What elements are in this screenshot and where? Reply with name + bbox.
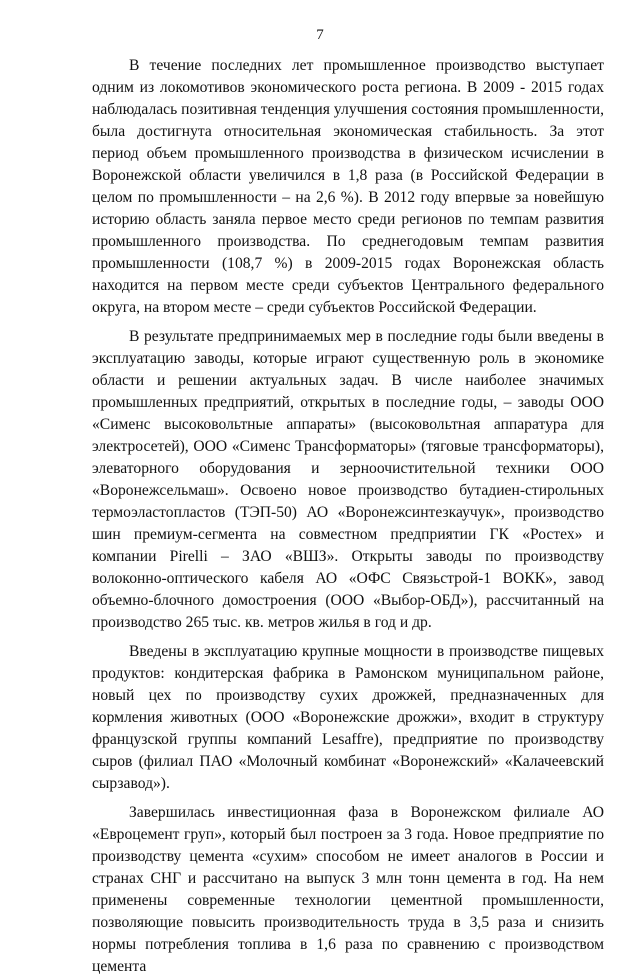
- paragraph-industry-growth: В течение последних лет промышленное производство выступает одним из локомотивов экономического роста региона. В 2009 - 2015 годах наблюдалась позитивная тенденция улучшения состояния промышленности, была достигнута относительная экономическая стабильность. За этот период объем промышленного производства в физическом исчислении в Воронежской области увеличился в 1,8 раза (в Российской Федерации в целом по промышленности – на 2,6 %). В 2012 году впервые за новейшую историю область заняла первое место среди регионов по темпам развития промышленного производства. По среднегодовым темпам развития промышленности (108,7 %) в 2009-2015 годах Воронежская область находится на первом месте среди субъектов Центрального федерального округа, на втором месте – среди субъектов Российской Федерации.: [92, 57, 604, 316]
- paragraph-new-plants: В результате предпринимаемых мер в последние годы были введены в эксплуатацию заводы, которые играют существенную роль в экономике области и решении актуальных задач. В числе наиболее значимых промышленных предприятий, открытых в последние годы, – заводы ООО «Сименс высоковольтные аппараты» (высоковольтная аппаратура для электросетей), ООО «Сименс Трансформаторы» (тяговые трансформаторы), элеваторного оборудования и зерноочистительной техники ООО «Воронежсельмаш». Освоено новое производство бутадиен-стирольных термоэластопластов (ТЭП-50) АО «Воронежсинтезкаучук», производство шин премиум-сегмента на совместном предприятии ГК «Ростех» и компании Pirelli – ЗАО «ВШЗ». Открыты заводы по производству волоконно-оптического кабеля АО «ОФС Связьстрой-1 ВОКК», завод объемно-блочного домостроения (ООО «Выбор-ОБД»), рассчитанный на производство 265 тыс. кв. метров жилья в год и др.: [92, 328, 604, 631]
- page-number: 7: [316, 27, 324, 43]
- paragraph-eurocement: Завершилась инвестиционная фаза в Воронежском филиале АО «Евроцемент груп», который был построен за 3 года. Новое предприятие по производству цемента «сухим» способом не имеет аналогов в России и странах СНГ и рассчитано на выпуск 3 млн тонн цемента в год. На нем применены современные технологии цементной промышленности, позволяющие повысить производительность труда в 3,5 раза и снизить нормы потребления топлива в 1,6 раза по сравнению с производством цемента: [92, 804, 604, 975]
- document-body: [92, 55, 604, 978]
- paragraph-food-production: Введены в эксплуатацию крупные мощности в производстве пищевых продуктов: кондитерская фабрика в Рамонском муниципальном районе, новый цех по производству сухих дрожжей, предназначенных для кормления животных (ООО «Воронежские дрожжи», входит в структуру французской группы компаний Lesaffre), предприятие по производству сыров (филиал ПАО «Молочный комбинат «Воронежский» «Калачеевский сырзавод»).: [92, 643, 604, 792]
